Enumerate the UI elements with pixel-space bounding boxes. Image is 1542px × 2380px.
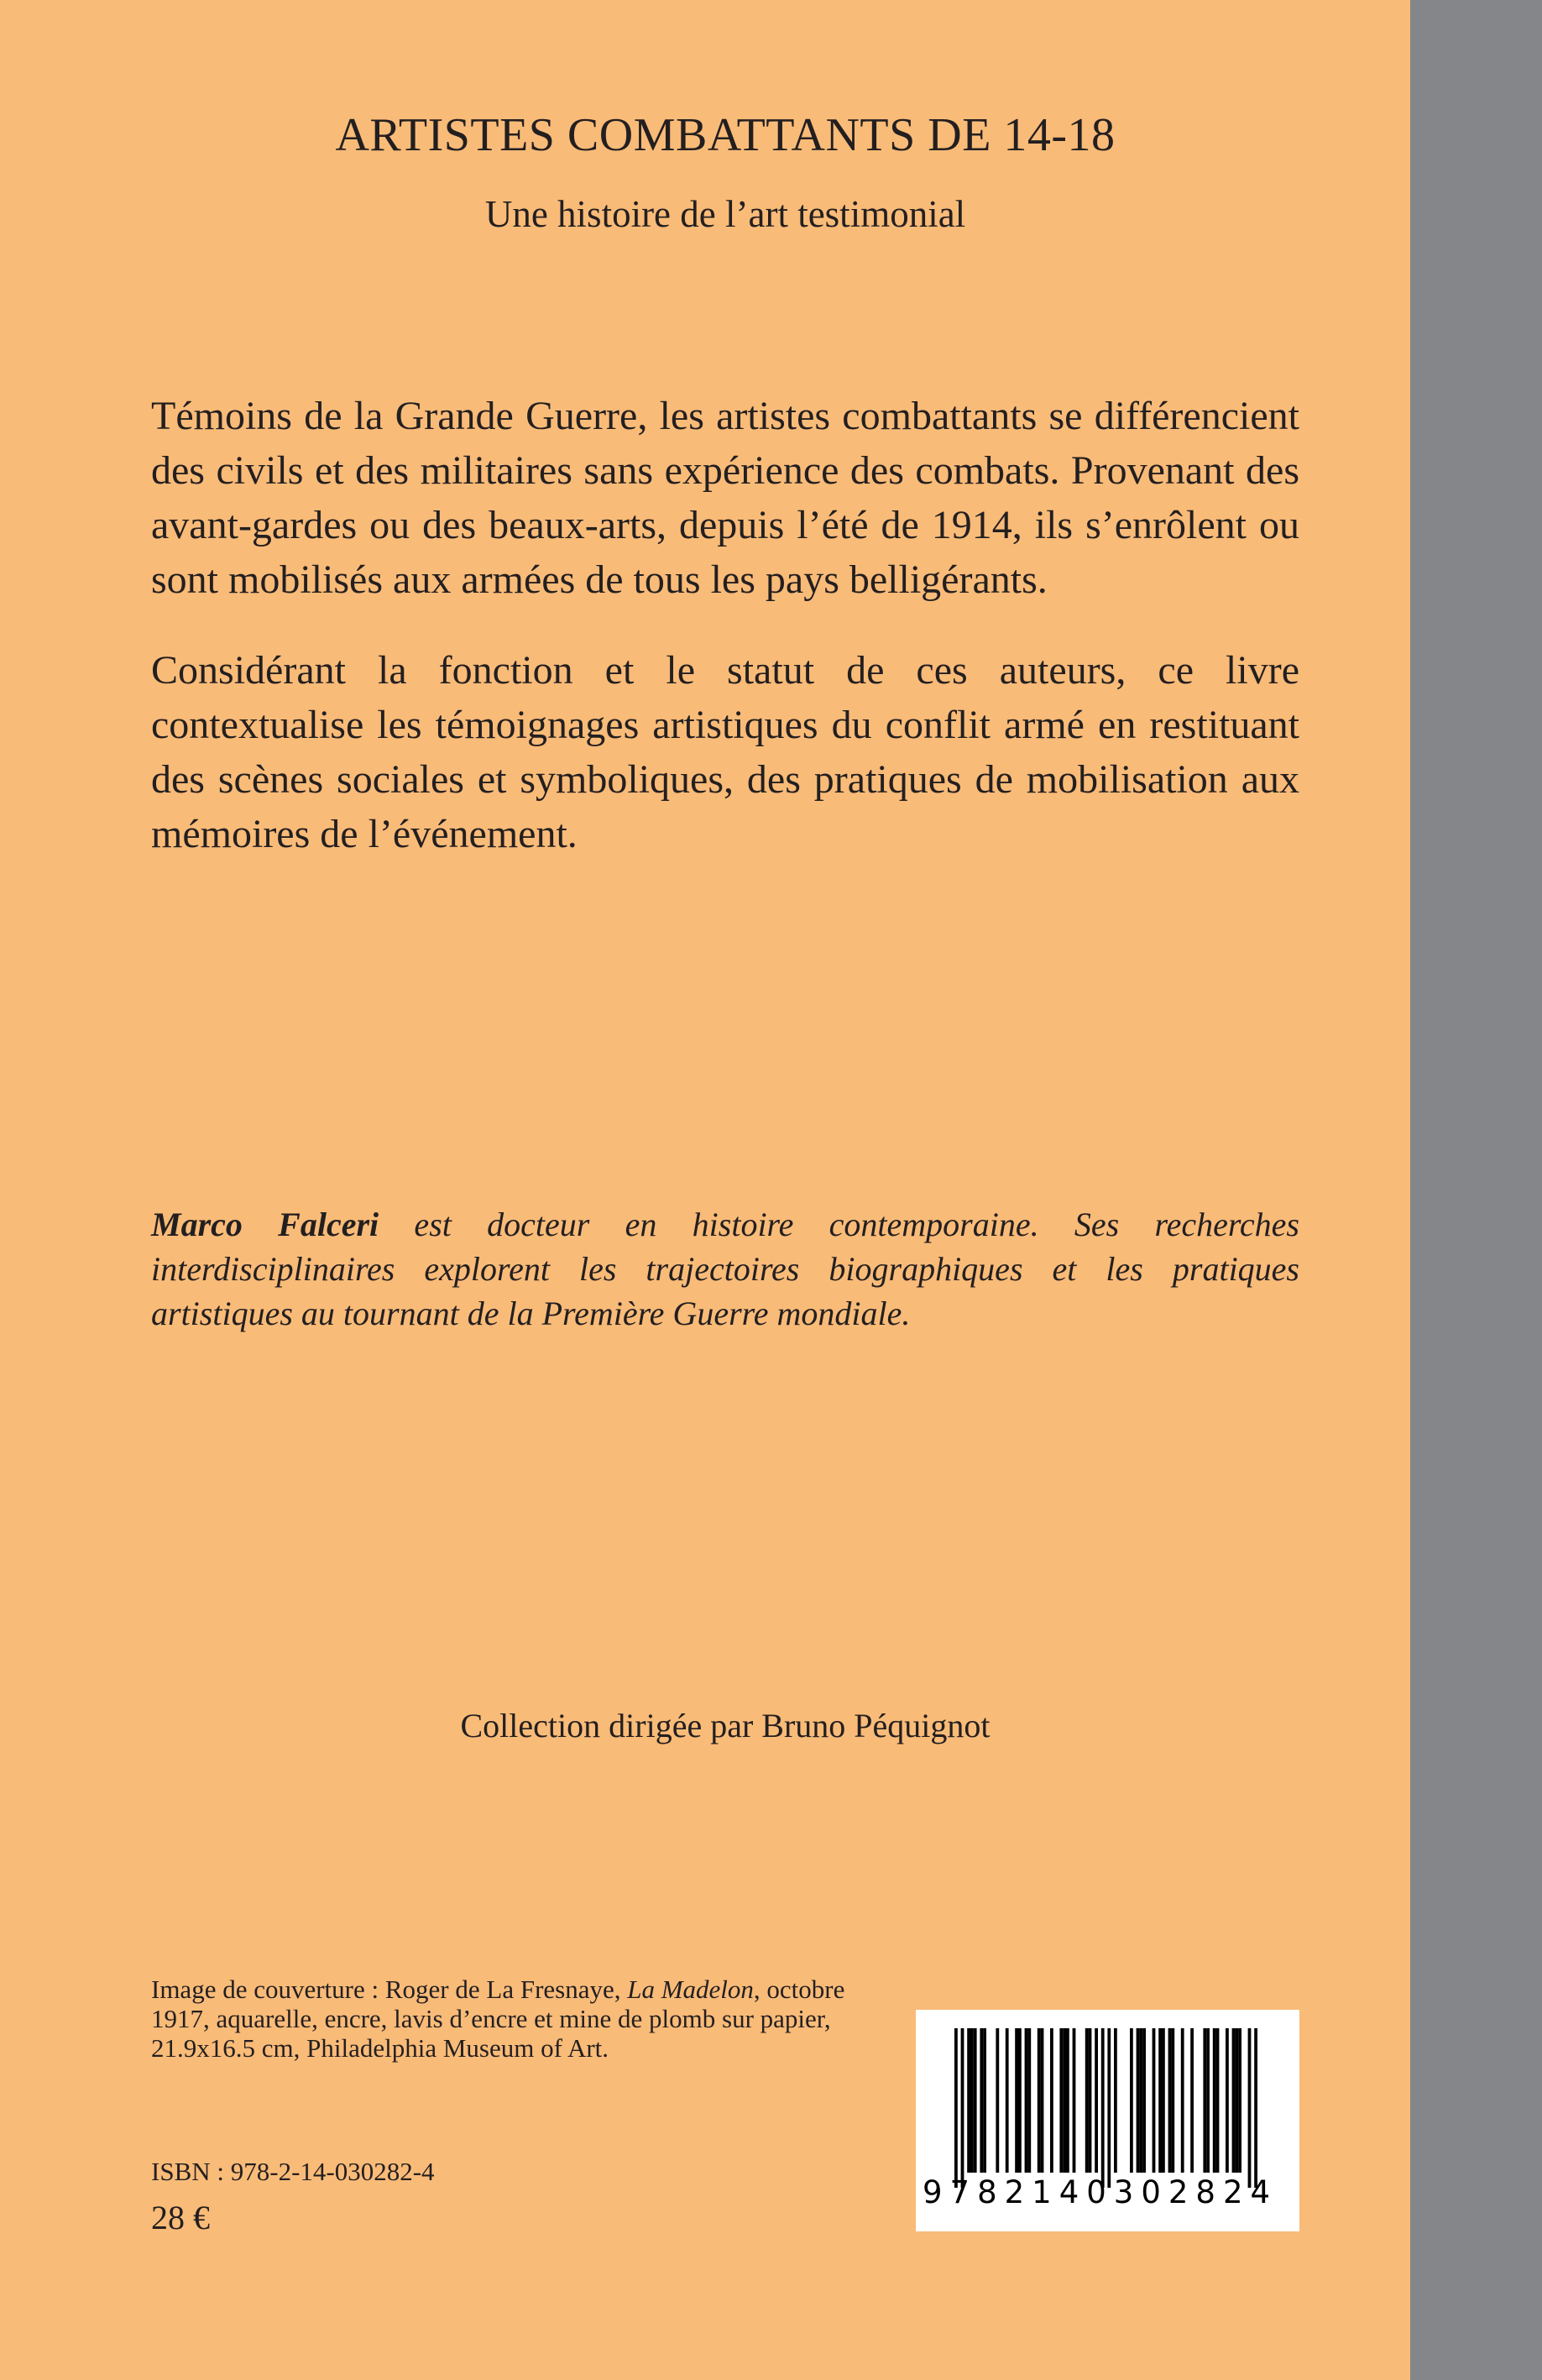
barcode-bar: [1203, 2028, 1206, 2173]
barcode-bar: [1073, 2028, 1076, 2173]
author-bio-text: est docteur en histoire contemporaine. Ses recherches interdisciplinaires explorent les trajectoires biographiques et les pratiques artistiques au tournant de la Première Guerre mondiale.: [151, 1206, 1299, 1332]
barcode-bar: [1153, 2028, 1156, 2173]
isbn-label: ISBN : 978-2-14-030282-4: [151, 2157, 435, 2186]
barcode-bar: [1238, 2028, 1241, 2173]
barcode-bar: [1095, 2028, 1098, 2173]
barcode-bar: [974, 2028, 977, 2173]
barcode-bar: [1142, 2028, 1146, 2173]
barcode-bar: [1050, 2028, 1053, 2173]
barcode-bar: [1226, 2028, 1229, 2173]
cover-credit-artwork: La Madelon: [627, 1975, 754, 2004]
barcode-bar: [1018, 2028, 1022, 2173]
barcode-bar: [1038, 2028, 1041, 2173]
barcode-bar: [1041, 2028, 1044, 2173]
barcode-bar: [954, 2028, 958, 2188]
barcode-bar: [1006, 2028, 1009, 2173]
barcode-bar: [1137, 2028, 1140, 2173]
barcode-bar: [1216, 2028, 1220, 2173]
barcode-bar: [1235, 2028, 1238, 2173]
barcode-bar: [1139, 2028, 1142, 2173]
barcode-bar: [1107, 2028, 1111, 2188]
book-subtitle: Une histoire de l’art testimonial: [484, 193, 966, 235]
barcode-bar: [1181, 2028, 1184, 2173]
barcode-bar: [1085, 2028, 1089, 2173]
barcode-bar: [1015, 2028, 1018, 2173]
blurb-paragraph-1: Témoins de la Grande Guerre, les artistes combattants se différencient des civils et des militaires sans expérience des combats. Provenant des avant-gardes ou des beaux-arts, depuis l’été de 1914, ils s’enrôlent ou sont mobilisés aux armées de tous les pays belligérants.: [151, 394, 1299, 602]
barcode-bar: [970, 2028, 974, 2173]
barcode-digits: 9782140302824: [923, 2174, 1278, 2210]
barcode-bar: [1232, 2028, 1236, 2173]
barcode-bar: [1025, 2028, 1028, 2173]
barcode-bar: [1114, 2028, 1117, 2173]
barcode-bar: [1059, 2028, 1063, 2173]
price-label: 28 €: [151, 2199, 210, 2236]
barcode-bar: [1171, 2028, 1174, 2173]
barcode-bar: [961, 2028, 964, 2188]
author-name: Marco Falceri: [151, 1206, 379, 1243]
blurb-paragraph-2: Considérant la fonction et le statut de ces auteurs, ce livre contextualise les témoignages artistiques du conflit armé en restituant des scènes sociales et symboliques, des pratiques de mobilisation aux mémoires de l’événement.: [151, 648, 1299, 856]
barcode-bar: [1089, 2028, 1092, 2173]
barcode-bar: [983, 2028, 986, 2173]
spine-band: [1410, 0, 1542, 2380]
barcode-bar: [996, 2028, 999, 2173]
barcode-bar: [980, 2028, 983, 2173]
barcode-bar: [1101, 2028, 1105, 2188]
cover-credit-prefix: Image de couverture : Roger de La Fresnaye,: [151, 1975, 628, 2004]
barcode-bar: [1248, 2028, 1252, 2188]
barcode-bar: [1066, 2028, 1069, 2173]
barcode-bar: [1130, 2028, 1133, 2173]
collection-credit: Collection dirigée par Bruno Péquignot: [460, 1707, 991, 1744]
cover-image-credit: [151, 1975, 848, 2063]
barcode-bar: [1213, 2028, 1216, 2173]
barcode-bar: [1168, 2028, 1172, 2173]
barcode: [916, 2010, 1299, 2231]
barcode-bar: [967, 2028, 970, 2173]
author-bio: [151, 1202, 1299, 1336]
cover-credit-details: , octobre 1917, aquarelle, encre, lavis d’encre et mine de plomb sur papier, 21.9x16.5 cm, Philadelphia Museum of Art.: [151, 1975, 845, 2063]
barcode-bar: [1063, 2028, 1066, 2173]
barcode-bar: [1162, 2028, 1165, 2173]
barcode-bar: [1206, 2028, 1210, 2173]
book-title: ARTISTES COMBATTANTS DE 14-18: [335, 109, 1116, 161]
barcode-bar: [1027, 2028, 1031, 2173]
barcode-bar: [1254, 2028, 1257, 2188]
barcode-bar: [1190, 2028, 1194, 2173]
barcode-bar: [1158, 2028, 1162, 2173]
